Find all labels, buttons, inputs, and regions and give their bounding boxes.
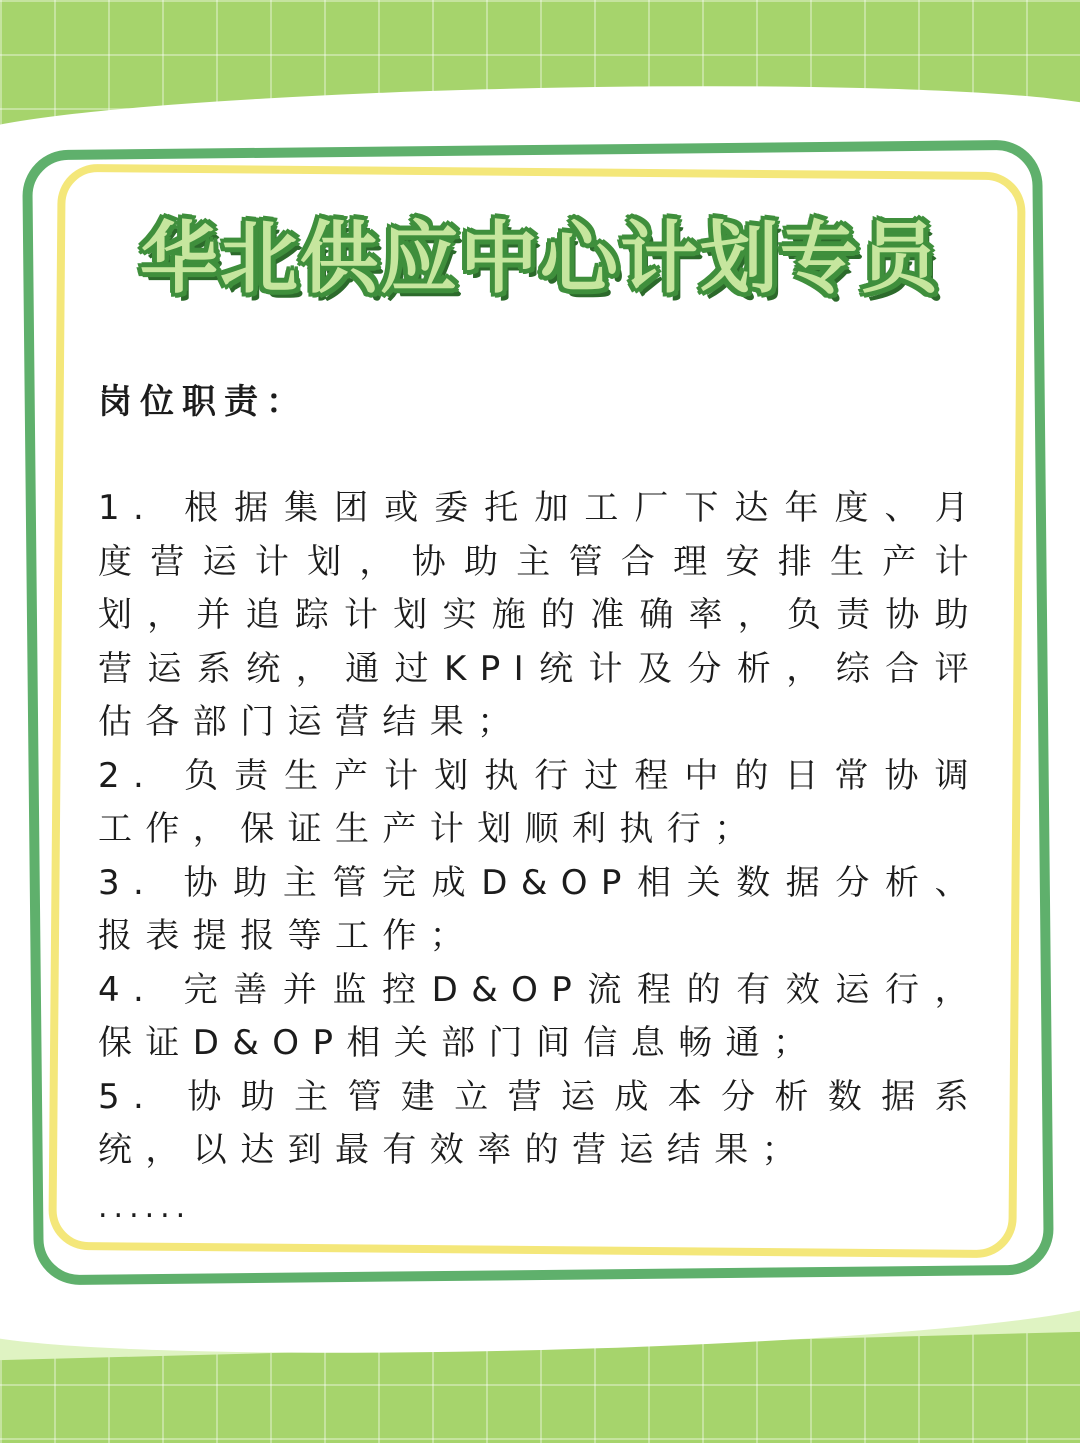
page-title: 华北供应中心计划专员 (139, 214, 940, 304)
duties-list (98, 482, 982, 1178)
duty-item: 4. 完善并监控D&OP流程的有效运行，保证D&OP相关部门间信息畅通； (98, 969, 982, 1063)
section-heading: 岗位职责： (98, 382, 308, 422)
ellipsis: ...... (98, 1189, 192, 1225)
duty-item: 2. 负责生产计划执行过程中的日常协调工作，保证生产计划顺利执行； (98, 755, 982, 849)
duty-item: 5. 协助主管建立营运成本分析数据系统，以达到最有效率的营运结果； (98, 1076, 982, 1170)
duty-item: 3. 协助主管完成D&OP相关数据分析、报表提报等工作； (98, 862, 982, 956)
job-description (98, 372, 982, 1228)
duty-item: 1. 根据集团或委托加工厂下达年度、月度营运计划，协助主管合理安排生产计划，并追踪计划实施的准确率，负责协助营运系统，通过KPI统计及分析，综合评估各部门运营结果； (98, 488, 982, 742)
